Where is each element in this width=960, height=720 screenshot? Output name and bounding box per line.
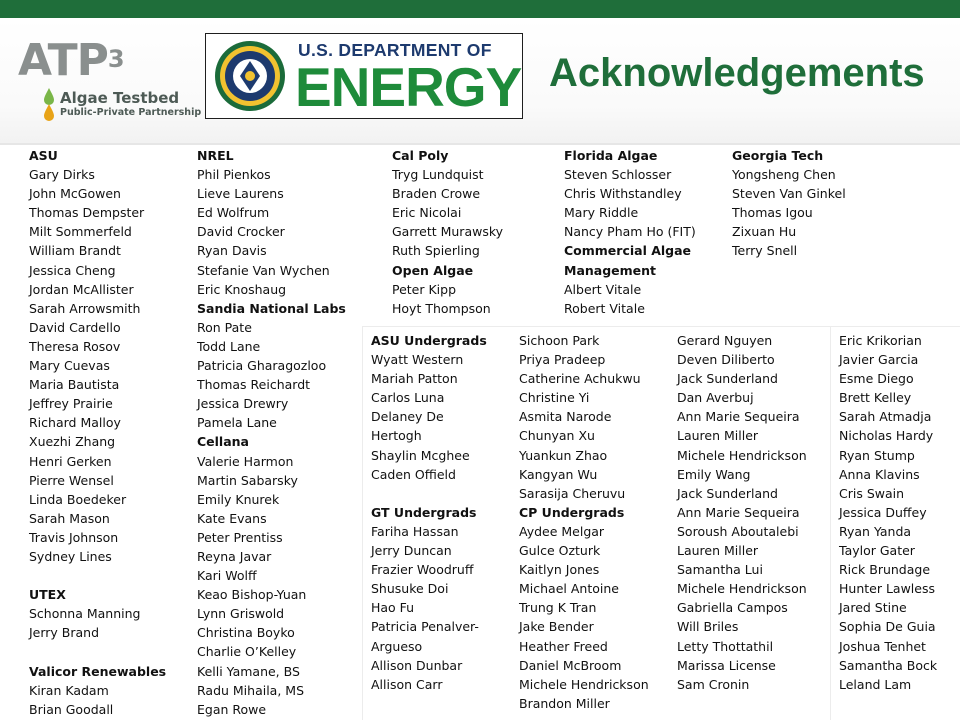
person-name: Reyna Javar — [197, 548, 272, 564]
person-name: Allison Carr — [371, 676, 443, 692]
person-name: Brett Kelley — [839, 390, 912, 406]
person-name: Schonna Manning — [29, 606, 141, 622]
group-heading: Cal Poly — [392, 148, 449, 163]
person-name: Yuankun Zhao — [519, 447, 608, 463]
person-name: Zixuan Hu — [732, 224, 797, 240]
person-name: Cris Swain — [839, 485, 905, 501]
group-heading: Florida Algae — [564, 148, 658, 163]
person-name: Frazier Woodruff — [371, 562, 474, 578]
section-divider — [362, 326, 960, 327]
person-name: Shaylin Mcghee — [371, 447, 470, 463]
person-name: Taylor Gater — [839, 543, 915, 559]
ack-column-3 — [392, 146, 503, 318]
person-name: Travis Johnson — [29, 529, 119, 545]
person-name: Caden Offield — [371, 466, 456, 482]
column-divider — [362, 326, 363, 720]
person-name: Mariah Patton — [371, 371, 458, 387]
group-heading: ASU Undergrads — [371, 333, 487, 348]
atp3-logo-line2: Public-Private Partnership — [60, 107, 202, 118]
person-name: Ryan Davis — [197, 243, 267, 259]
person-name: Priya Pradeep — [519, 352, 606, 368]
person-name: Theresa Rosov — [29, 338, 121, 354]
person-name: Daniel McBroom — [519, 657, 622, 673]
doe-logo-line2: ENERGY — [295, 56, 522, 118]
person-name: Aydee Melgar — [519, 523, 605, 539]
person-name: Chris Withstandley — [564, 186, 682, 202]
person-name: Sarah Atmadja — [839, 409, 932, 425]
person-name: Pierre Wensel — [29, 472, 114, 488]
ack-column-2 — [197, 146, 346, 719]
person-name: Lauren Miller — [677, 543, 759, 559]
ack-column-1 — [29, 146, 166, 719]
person-name: Hertogh — [371, 428, 422, 444]
person-name: Valerie Harmon — [197, 453, 294, 469]
person-name: Egan Rowe — [197, 701, 267, 717]
person-name: Keao Bishop-Yuan — [197, 587, 307, 603]
person-name: Hoyt Thompson — [392, 300, 491, 316]
person-name: Ryan Yanda — [839, 523, 912, 539]
person-name: David Cardello — [29, 319, 121, 335]
person-name: Lauren Miller — [677, 428, 759, 444]
person-name: Eric Knoshaug — [197, 281, 287, 297]
person-name: Carlos Luna — [371, 390, 445, 406]
person-name: Esme Diego — [839, 371, 914, 387]
atp3-logo — [18, 35, 202, 120]
person-name: Allison Dunbar — [371, 657, 463, 673]
person-name: Heather Freed — [519, 638, 608, 654]
ack-column-8 — [677, 331, 807, 694]
person-name: Gabriella Campos — [677, 600, 788, 616]
person-name: Brandon Miller — [519, 695, 610, 711]
person-name: Jerry Duncan — [371, 543, 452, 559]
person-name: Sichoon Park — [519, 333, 600, 348]
person-name: Jack Sunderland — [677, 485, 778, 501]
person-name: Sophia De Guia — [839, 619, 936, 635]
person-name: Rick Brundage — [839, 562, 931, 578]
person-name: Kiran Kadam — [29, 682, 109, 698]
person-name: Emily Knurek — [197, 491, 280, 507]
person-name: Kate Evans — [197, 510, 267, 526]
person-name: Jessica Cheng — [29, 262, 116, 278]
ack-column-7 — [519, 331, 649, 713]
person-name: Stefanie Van Wychen — [197, 262, 330, 278]
group-heading: Valicor Renewables — [29, 663, 167, 679]
group-heading: Georgia Tech — [732, 148, 824, 163]
group-heading: Management — [564, 262, 657, 278]
person-name: Pamela Lane — [197, 415, 277, 431]
person-name: Anna Klavins — [839, 466, 920, 482]
person-name: Terry Snell — [732, 243, 798, 259]
person-name: John McGowen — [29, 186, 121, 202]
group-heading: ASU — [29, 148, 58, 163]
person-name: Ed Wolfrum — [197, 205, 270, 221]
person-name: Gulce Ozturk — [519, 543, 601, 559]
person-name: Kelli Yamane, BS — [197, 663, 300, 679]
ack-column-6 — [371, 331, 487, 694]
person-name: Will Briles — [677, 619, 739, 635]
group-heading: Cellana — [197, 434, 249, 450]
person-name: Letty Thottathil — [677, 638, 774, 654]
person-name: Linda Boedeker — [29, 491, 127, 507]
person-name: Sarah Mason — [29, 510, 110, 526]
person-name: Kangyan Wu — [519, 466, 598, 482]
person-name: Ann Marie Sequeira — [677, 504, 800, 520]
person-name: Jake Bender — [519, 619, 594, 635]
person-name: Lieve Laurens — [197, 186, 284, 202]
person-name: Joshua Tenhet — [839, 638, 926, 654]
person-name: Patricia Gharagozloo — [197, 358, 327, 374]
person-name: Jeffrey Prairie — [29, 396, 113, 412]
person-name: Peter Kipp — [392, 281, 457, 297]
person-name: Nicholas Hardy — [839, 428, 934, 444]
person-name: Gerard Nguyen — [677, 333, 773, 348]
ack-column-4 — [564, 146, 696, 318]
person-name: Hao Fu — [371, 600, 415, 616]
person-name: Eric Nicolai — [392, 205, 462, 221]
person-name: Wyatt Western — [371, 352, 464, 368]
person-name: Michele Hendrickson — [519, 676, 649, 692]
person-name: Javier Garcia — [839, 352, 919, 368]
person-name: Samantha Lui — [677, 562, 763, 578]
person-name: Tryg Lundquist — [392, 167, 484, 183]
doe-logo — [205, 33, 523, 119]
person-name: Shusuke Doi — [371, 581, 449, 597]
group-heading: UTEX — [29, 587, 66, 603]
person-name: Jerry Brand — [29, 625, 100, 641]
person-name: Eric Krikorian — [839, 333, 922, 348]
person-name: Jordan McAllister — [29, 281, 134, 297]
atp3-logo-word: ATP$^3$ — [18, 35, 124, 86]
person-name: Asmita Narode — [519, 409, 612, 425]
column-divider — [830, 326, 831, 720]
person-name: Kari Wolff — [197, 568, 257, 584]
person-name: Catherine Achukwu — [519, 371, 641, 387]
person-name: Radu Mihaila, MS — [197, 682, 305, 698]
person-name: Michael Antoine — [519, 581, 619, 597]
person-name: Dan Averbuj — [677, 390, 754, 406]
atp3-logo-line1: Algae Testbed — [60, 89, 180, 107]
person-name: Charlie O’Kelley — [197, 644, 297, 660]
person-name: Chunyan Xu — [519, 428, 595, 444]
person-name: Garrett Murawsky — [392, 224, 504, 240]
person-name: Peter Prentiss — [197, 529, 283, 545]
person-name: Nancy Pham Ho (FIT) — [564, 224, 696, 240]
top-accent-bar — [0, 0, 960, 18]
person-name: Robert Vitale — [564, 300, 645, 316]
person-name: Lynn Griswold — [197, 606, 285, 622]
person-name: Martin Sabarsky — [197, 472, 298, 488]
person-name: Christine Yi — [519, 390, 590, 406]
person-name: Brian Goodall — [29, 701, 114, 717]
spacer-line — [29, 642, 166, 661]
doe-seal-icon — [214, 40, 286, 112]
spacer-line — [371, 484, 487, 503]
droplet-icon — [40, 88, 58, 122]
person-name: David Crocker — [197, 224, 285, 240]
person-name: Samantha Bock — [839, 657, 938, 673]
person-name: Ann Marie Sequeira — [677, 409, 800, 425]
person-name: Ron Pate — [197, 319, 252, 335]
group-heading: Commercial Algae — [564, 243, 692, 259]
person-name: Thomas Dempster — [29, 205, 145, 221]
person-name: Patricia Penalver- — [371, 619, 479, 635]
header-divider — [0, 143, 960, 145]
group-heading: Open Algae — [392, 262, 474, 278]
person-name: Michele Hendrickson — [677, 447, 807, 463]
person-name: Jessica Drewry — [197, 396, 289, 412]
group-heading: CP Undergrads — [519, 504, 625, 520]
person-name: Christina Boyko — [197, 625, 295, 641]
person-name: Steven Schlosser — [564, 167, 672, 183]
doe-logo-line1: U.S. DEPARTMENT OF — [298, 40, 492, 60]
person-name: Trung K Tran — [519, 600, 597, 616]
person-name: Ryan Stump — [839, 447, 915, 463]
person-name: Ruth Spierling — [392, 243, 480, 259]
group-heading: GT Undergrads — [371, 504, 477, 520]
person-name: Sydney Lines — [29, 548, 112, 564]
person-name: Steven Van Ginkel — [732, 186, 846, 202]
person-name: Emily Wang — [677, 466, 751, 482]
person-name: Todd Lane — [197, 338, 261, 354]
person-name: Argueso — [371, 638, 423, 654]
person-name: Delaney De — [371, 409, 444, 425]
person-name: Henri Gerken — [29, 453, 112, 469]
person-name: Mary Cuevas — [29, 358, 110, 374]
person-name: Hunter Lawless — [839, 581, 935, 597]
page-title: Acknowledgements — [549, 51, 925, 95]
person-name: Sam Cronin — [677, 676, 750, 692]
person-name: Leland Lam — [839, 676, 912, 692]
person-name: Jared Stine — [839, 600, 907, 616]
ack-column-5 — [732, 146, 846, 261]
spacer-line — [29, 566, 166, 585]
person-name: Phil Pienkos — [197, 167, 271, 183]
person-name: Braden Crowe — [392, 186, 481, 202]
person-name: Maria Bautista — [29, 377, 120, 393]
person-name: Thomas Igou — [732, 205, 813, 221]
person-name: Jessica Duffey — [839, 504, 927, 520]
person-name: Sarasija Cheruvu — [519, 485, 626, 501]
person-name: Soroush Aboutalebi — [677, 523, 799, 539]
person-name: Richard Malloy — [29, 415, 121, 431]
person-name: Kaitlyn Jones — [519, 562, 600, 578]
person-name: Albert Vitale — [564, 281, 642, 297]
person-name: Jack Sunderland — [677, 371, 778, 387]
person-name: Michele Hendrickson — [677, 581, 807, 597]
group-heading: Sandia National Labs — [197, 300, 346, 316]
person-name: Mary Riddle — [564, 205, 639, 221]
person-name: Deven Diliberto — [677, 352, 775, 368]
person-name: Milt Sommerfeld — [29, 224, 132, 240]
person-name: Xuezhi Zhang — [29, 434, 116, 450]
person-name: Thomas Reichardt — [197, 377, 311, 393]
person-name: Yongsheng Chen — [732, 167, 836, 183]
person-name: Sarah Arrowsmith — [29, 300, 141, 316]
ack-column-9 — [839, 331, 937, 694]
person-name: Marissa License — [677, 657, 776, 673]
person-name: Gary Dirks — [29, 167, 95, 183]
person-name: William Brandt — [29, 243, 121, 259]
person-name: Fariha Hassan — [371, 523, 459, 539]
group-heading: NREL — [197, 148, 234, 163]
